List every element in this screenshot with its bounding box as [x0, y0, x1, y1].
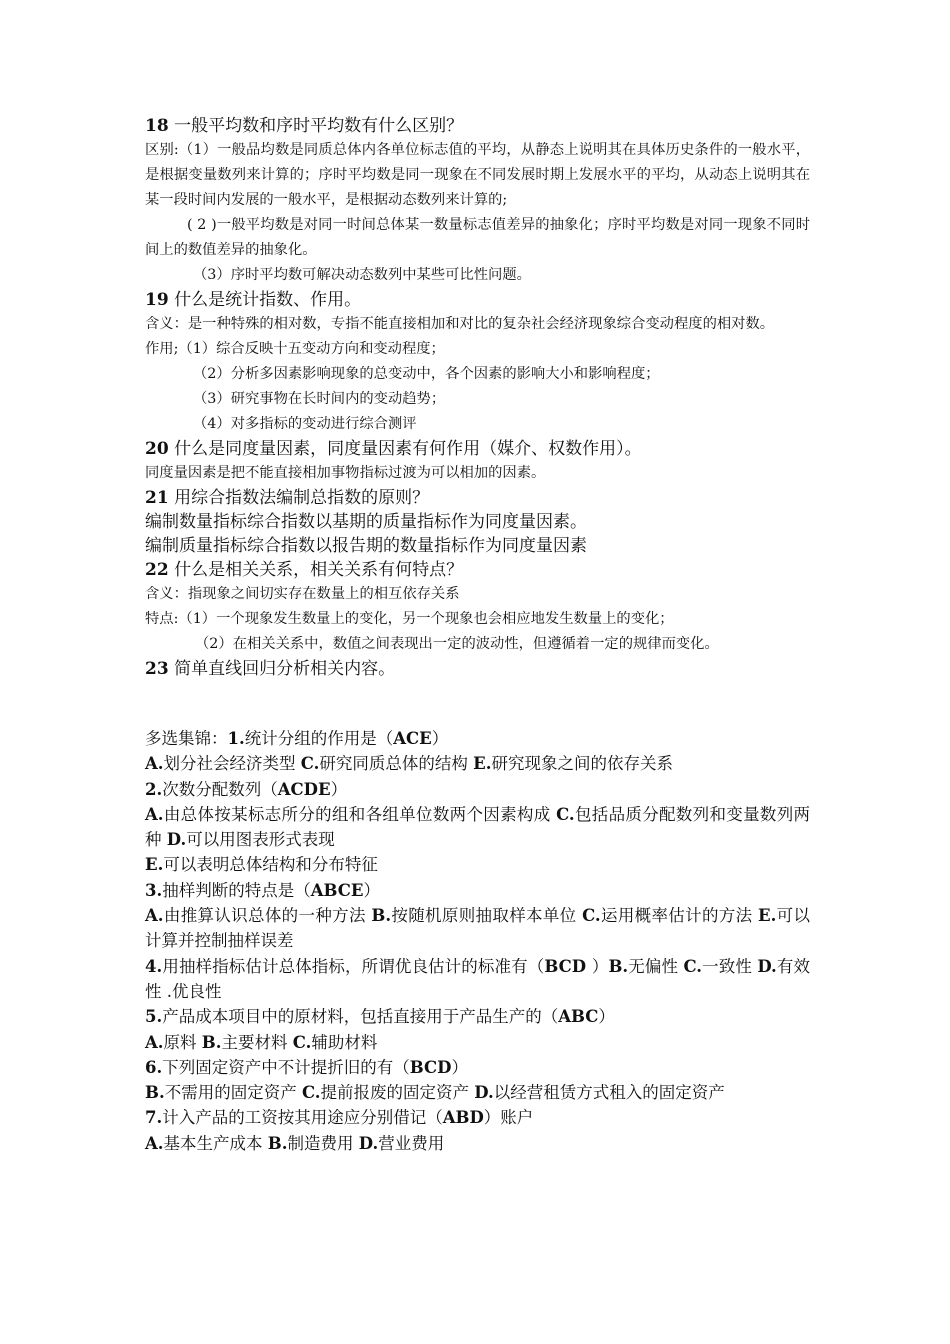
answer-list-item: （2）在相关关系中，数值之间表现出一定的波动性，但遵循着一定的规律而变化。 [195, 636, 719, 652]
mc-options: A.原料 B.主要材料 C.辅助材料 [145, 1032, 378, 1052]
mc-answer: ACDE [277, 779, 331, 799]
answer-paragraph: ( 2 )一般平均数是对同一时间总体某一数量标志值差异的抽象化；序时平均数是对同一现象不同时间上的数值差异的抽象化。 [145, 217, 810, 258]
question-number: 19 [145, 290, 169, 310]
mc-answer: BCD [544, 956, 592, 976]
question-number: 20 [145, 439, 169, 459]
question-title: 简单直线回归分析相关内容。 [168, 659, 396, 679]
question-23-heading [145, 657, 810, 681]
mc-question-2: 2.次数分配数列（ACDE） [145, 779, 348, 799]
mc-question-4: 4.用抽样指标估计总体指标，所谓优良估计的标准有（BCD ）B.无偏性 C.一致性 D.有效性 .优良性 [145, 956, 811, 1001]
question-22-heading [145, 558, 810, 582]
section-spacer [145, 681, 810, 726]
answer-definition: 含义：指现象之间切实存在数量上的相互依存关系 [145, 586, 460, 602]
question-number: 22 [145, 560, 169, 580]
mc-question-3: 3.抽样判断的特点是（ABCE） [145, 880, 380, 900]
mc-question-7: 7.计入产品的工资按其用途应分别借记（ABD）账户 [145, 1108, 534, 1128]
mc-intro: 多选集锦： [145, 729, 228, 748]
question-number: 23 [145, 659, 169, 679]
answer-paragraph: 区别:（1）一般品均数是同质总体内各单位标志值的平均，从静态上说明其在具体历史条件的一般水平，是根据变量数列来计算的；序时平均数是同一现象在不同发展时期上发展水平的平均，从动态上说明其在某一段时间内发展的一般水平，是根据动态数列来计算的; [145, 142, 810, 208]
mc-options: A.划分社会经济类型 C.研究同质总体的结构 E.研究现象之间的依存关系 [145, 754, 673, 774]
answer-list-item: 特点:（1）一个现象发生数量上的变化，另一个现象也会相应地发生数量上的变化； [145, 611, 674, 627]
mc-options: A.由推算认识总体的一种方法 B.按随机原则抽取样本单位 C.运用概率估计的方法 E.可以计算并控制抽样误差 [145, 906, 810, 951]
answer-paragraph: 同度量因素是把不能直接相加事物指标过渡为可以相加的因素。 [145, 465, 546, 481]
answer-paragraph: （3）序时平均数可解决动态数列中某些可比性问题。 [193, 267, 531, 283]
answer-paragraph: 编制质量指标综合指数以报告期的数量指标作为同度量因素 [145, 536, 587, 556]
question-20-heading [145, 437, 810, 461]
question-title: 一般平均数和序时平均数有什么区别？ [168, 116, 464, 136]
answer-definition: 含义：是一种特殊的相对数，专指不能直接相加和对比的复杂社会经济现象综合变动程度的相对数。 [145, 316, 775, 332]
answer-list-item: （2）分析多因素影响现象的总变动中，各个因素的影响大小和影响程度； [193, 366, 660, 382]
mc-options: B.不需用的固定资产 C.提前报废的固定资产 D.以经营租赁方式租入的固定资产 [145, 1083, 725, 1103]
mc-answer: ABD [442, 1108, 484, 1128]
question-title: 用综合指数法编制总指数的原则？ [168, 488, 430, 508]
mc-question-6: 6.下列固定资产中不计提折旧的有（BCD） [145, 1057, 468, 1077]
mc-answer: ABC [558, 1007, 599, 1027]
question-title: 什么是同度量因素，同度量因素有何作用（媒介、权数作用）。 [168, 439, 642, 459]
mc-question-1: 多选集锦：1.统计分组的作用是（ACE） [145, 729, 449, 748]
question-title: 什么是统计指数、作用。 [168, 290, 362, 310]
mc-options: A.基本生产成本 B.制造费用 D.营业费用 [145, 1133, 445, 1153]
answer-list-item: （4）对多指标的变动进行综合测评 [193, 416, 417, 432]
mc-answer: ACE [393, 729, 432, 748]
mc-options: E.可以表明总体结构和分布特征 [145, 855, 378, 875]
mc-question-5: 5.产品成本项目中的原材料，包括直接用于产品生产的（ABC） [145, 1007, 615, 1027]
question-number: 21 [145, 488, 169, 508]
answer-list-item: （3）研究事物在长时间内的变动趋势； [193, 391, 446, 407]
answer-list-item: 作用;（1）综合反映十五变动方向和变动程度； [145, 341, 445, 357]
mc-answer: BCD [409, 1057, 452, 1077]
question-number: 18 [145, 116, 169, 136]
question-19-heading [145, 288, 810, 312]
answer-paragraph: 编制数量指标综合指数以基期的质量指标作为同度量因素。 [145, 512, 587, 532]
mc-answer: ABCE [310, 880, 364, 900]
question-21-heading [145, 486, 810, 510]
question-18-heading [145, 114, 810, 138]
question-title: 什么是相关关系，相关关系有何特点？ [168, 560, 464, 580]
mc-options: A.由总体按某标志所分的组和各组单位数两个因素构成 C.包括品质分配数列和变量数列两种 D.可以用图表形式表现 [145, 804, 811, 850]
